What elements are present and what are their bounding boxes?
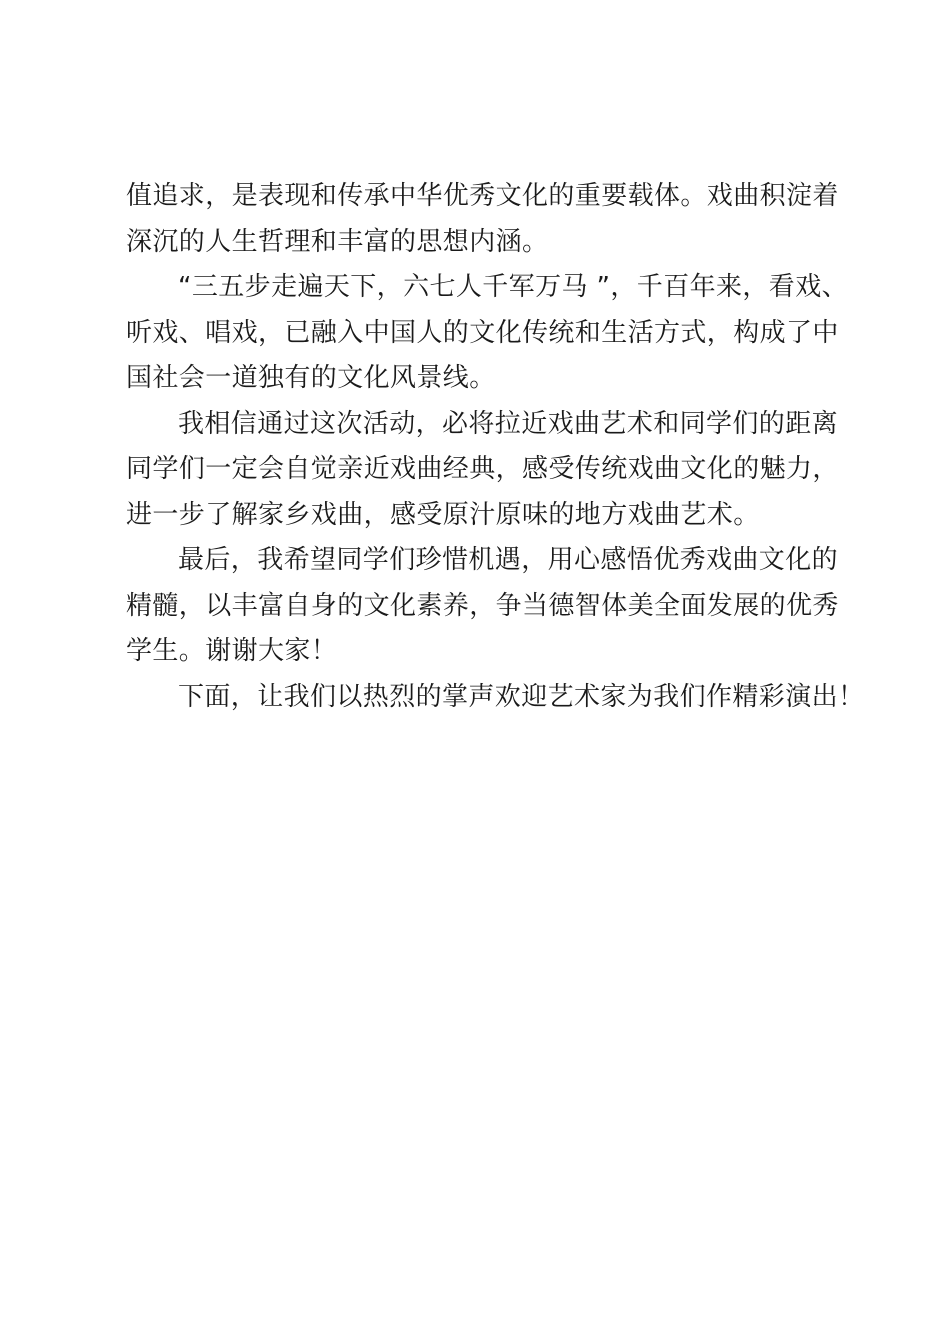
text-line: 值追求，是表现和传承中华优秀文化的重要载体。戏曲积淀着 xyxy=(126,181,839,211)
text-line: 最后，我希望同学们珍惜机遇，用心感悟优秀戏曲文化的 xyxy=(178,545,839,575)
text-line: 同学们一定会自觉亲近戏曲经典，感受传统戏曲文化的魅力， xyxy=(126,454,839,484)
document-body xyxy=(126,174,865,720)
text-line: 下面，让我们以热烈的掌声欢迎艺术家为我们作精彩演出！ xyxy=(178,681,865,712)
paragraph xyxy=(126,675,865,721)
paragraph xyxy=(126,174,838,265)
text-line: 听戏、唱戏，已融入中国人的文化传统和生活方式，构成了中 xyxy=(126,317,839,348)
paragraph xyxy=(126,538,838,675)
text-line: 深沉的人生哲理和丰富的思想内涵。 xyxy=(126,226,549,257)
text-line: 国社会一道独有的文化风景线。 xyxy=(126,363,496,393)
text-line: 学生。谢谢大家！ xyxy=(126,636,338,666)
paragraph xyxy=(126,402,838,539)
paragraph xyxy=(126,265,849,402)
text-line: 我相信通过这次活动，必将拉近戏曲艺术和同学们的距离 xyxy=(178,408,839,439)
text-line: 进一步了解家乡戏曲，感受原汁原味的地方戏曲艺术。 xyxy=(126,499,760,530)
text-line: “三五步走遍天下，六七人千军万马 ”，千百年来，看戏、 xyxy=(178,272,849,302)
text-line: 精髓，以丰富自身的文化素养，争当德智体美全面发展的优秀 xyxy=(126,590,839,621)
